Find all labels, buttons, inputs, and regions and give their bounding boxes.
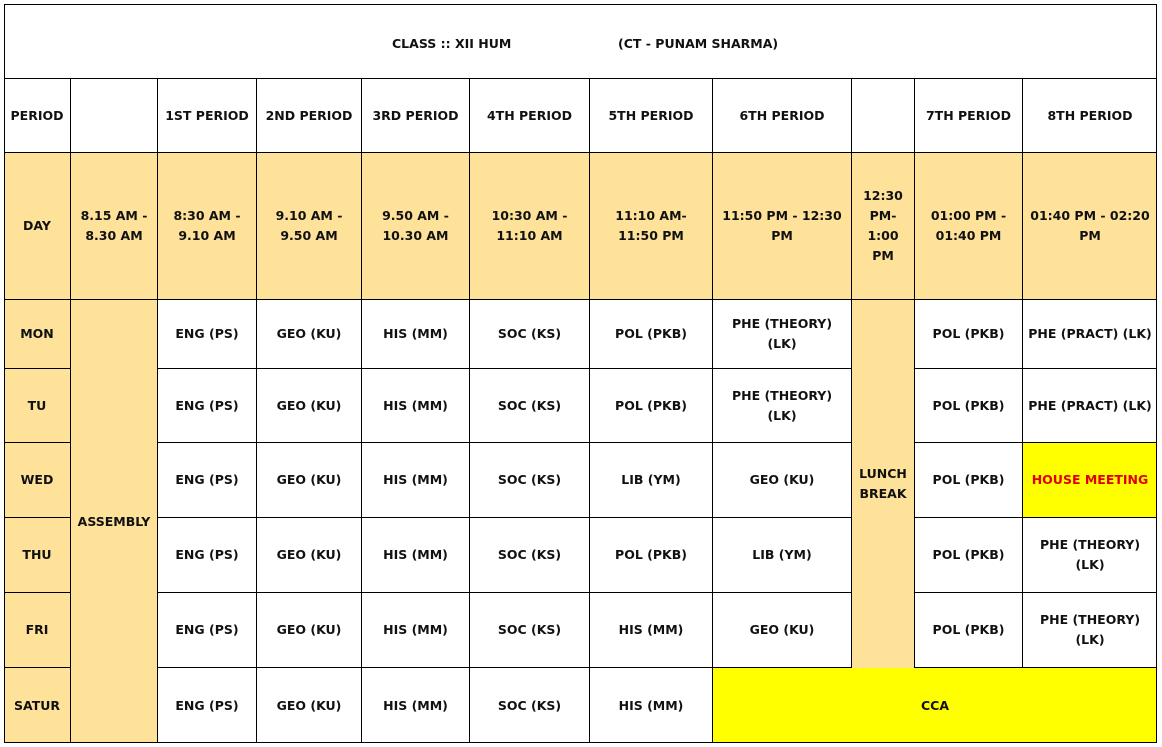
tu-period-8: PHE (PRACT) (LK) <box>1023 369 1157 443</box>
thu-period-2: GEO (KU) <box>257 518 362 593</box>
header-assembly-blank <box>71 79 158 153</box>
header-period-4: 4TH PERIOD <box>470 79 590 153</box>
time-period-7: 01:00 PM - 01:40 PM <box>915 153 1023 300</box>
mon-period-3: HIS (MM) <box>362 300 470 369</box>
class-teacher-label: (CT - PUNAM SHARMA) <box>618 36 779 51</box>
tu-period-4: SOC (KS) <box>470 369 590 443</box>
fri-period-7: POL (PKB) <box>915 593 1023 668</box>
wed-period-5: LIB (YM) <box>590 443 713 518</box>
wed-period-8-house-meeting: HOUSE MEETING <box>1023 443 1157 518</box>
time-lunch: 12:30 PM- 1:00 PM <box>852 153 915 300</box>
wed-period-4: SOC (KS) <box>470 443 590 518</box>
day-label-wed: WED <box>4 443 71 518</box>
time-period-5: 11:10 AM- 11:50 PM <box>590 153 713 300</box>
thu-period-8: PHE (THEORY) (LK) <box>1023 518 1157 593</box>
fri-period-1: ENG (PS) <box>158 593 257 668</box>
header-period: PERIOD <box>4 79 71 153</box>
header-period-2: 2ND PERIOD <box>257 79 362 153</box>
fri-period-4: SOC (KS) <box>470 593 590 668</box>
time-period-2: 9.10 AM - 9.50 AM <box>257 153 362 300</box>
header-lunch-blank <box>852 79 915 153</box>
assembly-cell: ASSEMBLY <box>71 300 158 743</box>
fri-period-8: PHE (THEORY) (LK) <box>1023 593 1157 668</box>
mon-period-7: POL (PKB) <box>915 300 1023 369</box>
fri-period-6: GEO (KU) <box>713 593 852 668</box>
thu-period-6: LIB (YM) <box>713 518 852 593</box>
mon-period-1: ENG (PS) <box>158 300 257 369</box>
time-period-8: 01:40 PM - 02:20 PM <box>1023 153 1157 300</box>
fri-period-5: HIS (MM) <box>590 593 713 668</box>
tu-period-6: PHE (THEORY) (LK) <box>713 369 852 443</box>
mon-period-2: GEO (KU) <box>257 300 362 369</box>
day-label-thu: THU <box>4 518 71 593</box>
satur-period-2: GEO (KU) <box>257 668 362 743</box>
time-day-label: DAY <box>4 153 71 300</box>
wed-period-2: GEO (KU) <box>257 443 362 518</box>
fri-period-3: HIS (MM) <box>362 593 470 668</box>
satur-period-4: SOC (KS) <box>470 668 590 743</box>
time-period-6: 11:50 PM - 12:30 PM <box>713 153 852 300</box>
time-assembly: 8.15 AM - 8.30 AM <box>71 153 158 300</box>
satur-period-1: ENG (PS) <box>158 668 257 743</box>
thu-period-1: ENG (PS) <box>158 518 257 593</box>
header-period-6: 6TH PERIOD <box>713 79 852 153</box>
thu-period-7: POL (PKB) <box>915 518 1023 593</box>
class-label: CLASS :: XII HUM <box>392 36 512 51</box>
lunch-break-cell: LUNCH BREAK <box>852 300 915 668</box>
thu-period-4: SOC (KS) <box>470 518 590 593</box>
tu-period-3: HIS (MM) <box>362 369 470 443</box>
mon-period-6: PHE (THEORY) (LK) <box>713 300 852 369</box>
tu-period-7: POL (PKB) <box>915 369 1023 443</box>
mon-period-4: SOC (KS) <box>470 300 590 369</box>
tu-period-1: ENG (PS) <box>158 369 257 443</box>
day-label-tu: TU <box>4 369 71 443</box>
header-period-1: 1ST PERIOD <box>158 79 257 153</box>
day-label-satur: SATUR <box>4 668 71 743</box>
time-period-4: 10:30 AM - 11:10 AM <box>470 153 590 300</box>
header-period-3: 3RD PERIOD <box>362 79 470 153</box>
tu-period-2: GEO (KU) <box>257 369 362 443</box>
thu-period-3: HIS (MM) <box>362 518 470 593</box>
thu-period-5: POL (PKB) <box>590 518 713 593</box>
day-label-fri: FRI <box>4 593 71 668</box>
wed-period-3: HIS (MM) <box>362 443 470 518</box>
cca-cell: CCA <box>713 668 1157 743</box>
wed-period-1: ENG (PS) <box>158 443 257 518</box>
header-period-5: 5TH PERIOD <box>590 79 713 153</box>
header-period-8: 8TH PERIOD <box>1023 79 1157 153</box>
wed-period-7: POL (PKB) <box>915 443 1023 518</box>
mon-period-5: POL (PKB) <box>590 300 713 369</box>
time-period-3: 9.50 AM - 10.30 AM <box>362 153 470 300</box>
day-label-mon: MON <box>4 300 71 369</box>
satur-period-3: HIS (MM) <box>362 668 470 743</box>
header-period-7: 7TH PERIOD <box>915 79 1023 153</box>
fri-period-2: GEO (KU) <box>257 593 362 668</box>
satur-period-5: HIS (MM) <box>590 668 713 743</box>
title-row <box>4 4 1157 79</box>
wed-period-6: GEO (KU) <box>713 443 852 518</box>
time-period-1: 8:30 AM - 9.10 AM <box>158 153 257 300</box>
tu-period-5: POL (PKB) <box>590 369 713 443</box>
mon-period-8: PHE (PRACT) (LK) <box>1023 300 1157 369</box>
